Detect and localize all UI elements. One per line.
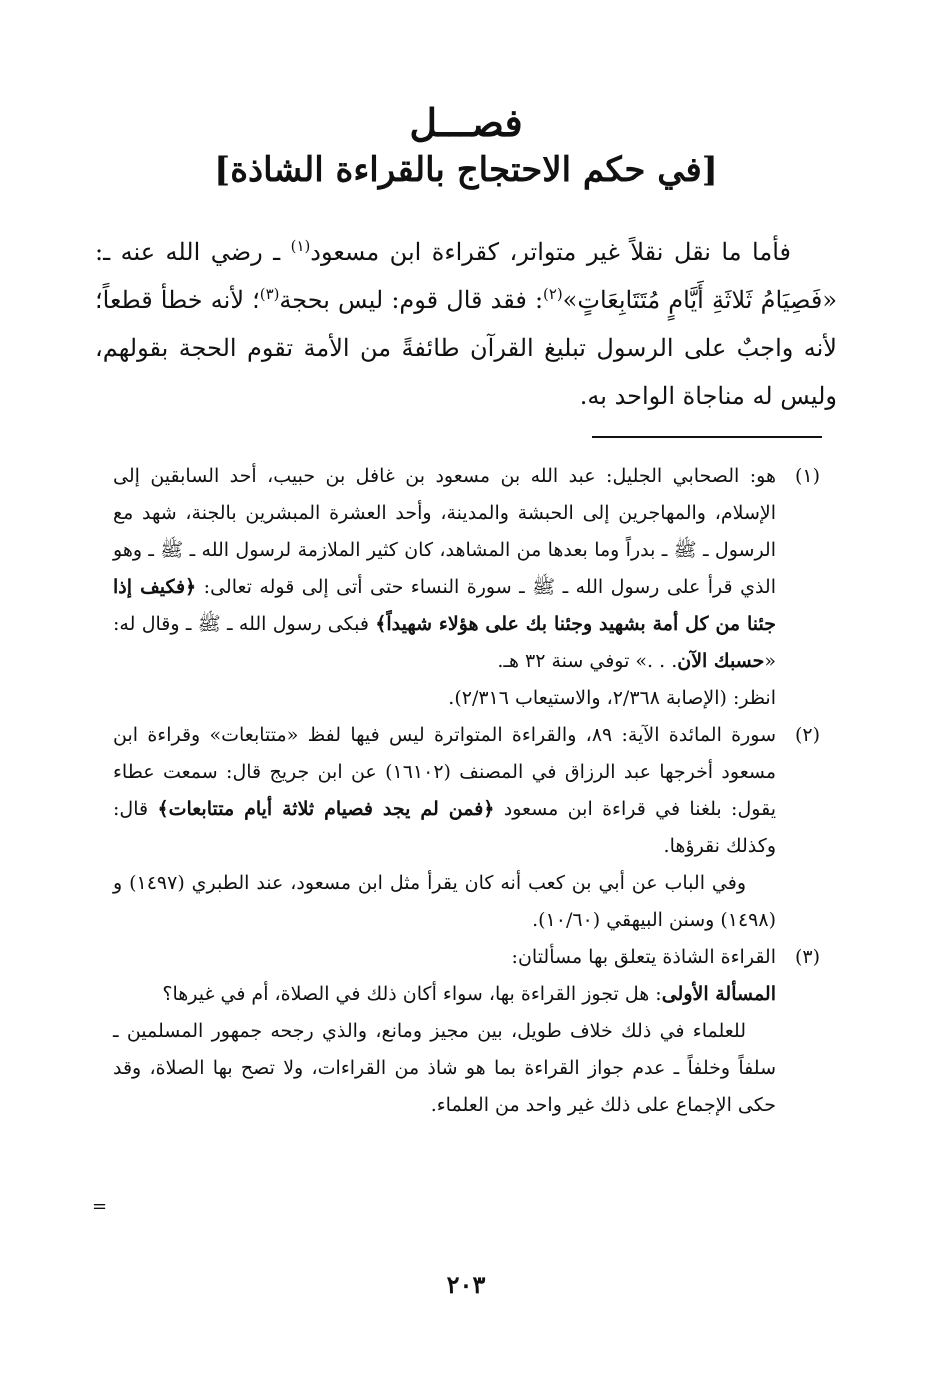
footnote-number: (٣) xyxy=(794,946,820,968)
issue-label: المسألة الأولى xyxy=(661,983,776,1005)
continuation-mark: = xyxy=(92,1196,108,1217)
footnote-text: للعلماء في ذلك خلاف طويل، بين مجيز ومانع، والذي رجحه جمهور المسلمين ـ سلفاً وخلفاً ـ عدم جواز القراءة بما هو شاذ من القراءات، ولا تصح بها الصلاة، وقد حكى الإجماع على ذلك غير واحد من العلماء. xyxy=(113,1020,776,1116)
section-title: فصـــل xyxy=(409,100,523,145)
footnote-text-part: سورة المائدة الآية: ٨٩، والقراءة المتواترة ليس فيها لفظ «متتابعات» وقراءة ابن مسعود أخرجها عبد الرزاق في المصنف (١٦١٠٢) عن ابن جريج قال: سمعت عطاء يقول: بلغنا في قراءة ابن مسعود xyxy=(113,724,776,820)
section-subtitle: [في حكم الاحتجاج بالقراءة الشاذة] xyxy=(214,150,718,190)
footnote-text: وفي الباب عن أبي بن كعب أنه كان يقرأ مثل ابن مسعود، عند الطبري (١٤٩٧) و (١٤٩٨) وسنن البيهقي (١٠/٦٠). xyxy=(113,872,776,931)
footnote-ref-2: (٢) xyxy=(543,285,563,303)
footnote-text-part: فبكى رسول الله ـ ﷺ ـ وقال له: « xyxy=(113,613,776,672)
quran-verse: ﴿فكيف إذا جئنا من كل أمة بشهيد وجئنا بك على هؤلاء شهيداً﴾ xyxy=(113,576,776,635)
footnote-2 xyxy=(113,717,820,939)
footnote-number: (١) xyxy=(794,465,820,487)
main-text-part: : فقد قال قوم: ليس بحجة xyxy=(279,286,544,314)
main-text-part: فأما ما نقل نقلاً غير متواتر، كقراءة ابن مسعود xyxy=(310,238,791,266)
hadith-quote: حسبك الآن xyxy=(677,650,765,672)
main-text xyxy=(95,228,837,420)
quran-verse: ﴿فمن لم يجد فصيام ثلاثة أيام متتابعات﴾ xyxy=(157,798,495,820)
footnote-text xyxy=(113,458,776,680)
footnote-separator xyxy=(592,436,822,438)
footnote-1 xyxy=(113,458,820,717)
footnotes xyxy=(113,458,820,1124)
footnote-ref-3: (٣) xyxy=(259,285,280,303)
footnote-reference: انظر: (الإصابة ٢/٣٦٨، والاستيعاب ٢/٣١٦). xyxy=(448,687,776,709)
footnote-text-part: : هل تجوز القراءة بها، سواء أكان ذلك في الصلاة، أم في غيرها؟ xyxy=(162,983,662,1005)
footnote-text-part: . . .» توفي سنة ٣٢ هـ. xyxy=(497,650,678,672)
footnote-ref-1: (١) xyxy=(290,237,311,255)
footnote-text: القراءة الشاذة يتعلق بها مسألتان: xyxy=(511,946,776,968)
footnote-3 xyxy=(113,939,820,1124)
footnote-text xyxy=(113,976,776,1013)
footnote-number: (٢) xyxy=(794,724,820,746)
main-paragraph xyxy=(95,228,837,420)
page-number: ٢٠٣ xyxy=(446,1270,486,1299)
main-text-part: ؛ لأنه خطأ قطعاً؛ لأنه واجبٌ على الرسول تبليغ القرآن طائفةً من الأمة تقوم الحجة بقولهم، وليس له مناجاة الواحد به. xyxy=(95,286,837,410)
main-text-part: ـ رضي الله عنه ـ: «فَصِيَامُ ثَلاثَةِ أَيَّامٍ مُتَتَابِعَاتٍ» xyxy=(95,238,837,314)
footnote-text-part: هو: الصحابي الجليل: عبد الله بن مسعود بن غافل بن حبيب، أحد السابقين إلى الإسلام، والمهاجرين إلى الحبشة والمدينة، وأحد العشرة المبشرين بالجنة، شهد مع الرسول ـ ﷺ ـ بدراً وما بعدها من المشاهد، كان كثير الملازمة لرسول الله ـ ﷺ ـ وهو الذي قرأ على رسول الله ـ ﷺ ـ سورة النساء حتى أتى إلى قوله تعالى: xyxy=(113,465,776,598)
footnote-text xyxy=(113,717,776,865)
footnote-text-part: قال: وكذلك نقرؤها. xyxy=(113,798,776,857)
